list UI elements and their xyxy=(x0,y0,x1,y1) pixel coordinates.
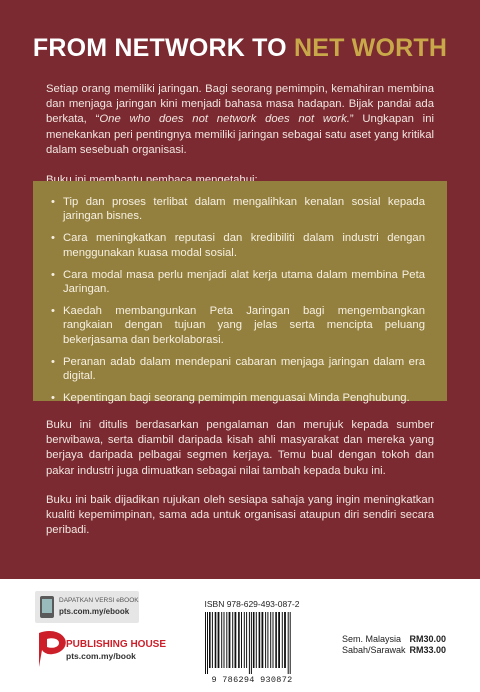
list-item-text: Kepentingan bagi seorang pemimpin menguasai Minda Penghubung. xyxy=(63,391,410,404)
publisher-name: PUBLISHING HOUSE xyxy=(66,639,167,650)
outro-text xyxy=(46,418,434,552)
intro-p1-start: Setiap orang memiliki jaringan. Bagi seorang pemimpin, kemahiran membina dan menjaga jaringan kini menjadi bahasa masa hadapan. Bijak pandai ada berkata, “ xyxy=(46,83,434,126)
price-region: Sem. Malaysia xyxy=(342,634,402,644)
list-item xyxy=(51,304,425,347)
isbn-label: ISBN 978-629-493-087-2 xyxy=(204,599,300,609)
bullet-icon: • xyxy=(51,268,55,281)
barcode-digits: 9 786294 930872 xyxy=(211,675,293,685)
bullet-icon: • xyxy=(51,196,55,208)
list-item xyxy=(51,268,425,297)
ebook-link[interactable] xyxy=(35,591,139,623)
bullet-icon: • xyxy=(51,355,55,368)
price-row xyxy=(342,634,446,645)
bullet-icon: • xyxy=(51,232,55,245)
price-row xyxy=(342,645,446,656)
list-item xyxy=(51,355,425,384)
ebook-label: DAPATKAN VERSI eBOOK xyxy=(59,597,139,604)
intro-paragraph-1 xyxy=(46,82,434,158)
title-accent: NET WORTH xyxy=(293,34,448,62)
list-item xyxy=(51,391,425,405)
price-amount: RM33.00 xyxy=(409,645,446,655)
intro-p1-end: ” Ungkapan ini menekankan peri pentingnya memiliki jaringan sebagai satu aset yang kritikal dalam sesebuah organisasi. xyxy=(46,113,434,156)
price-list xyxy=(342,634,446,656)
publisher-site: pts.com.my/book xyxy=(66,651,136,661)
price-amount: RM30.00 xyxy=(409,634,446,644)
title-main: FROM NETWORK TO xyxy=(32,34,287,62)
list-item xyxy=(51,231,425,260)
ebook-site: pts.com.my/ebook xyxy=(59,607,130,616)
list-item-text: Peranan adab dalam mendepani cabaran menjaga jaringan dalam era digital. xyxy=(63,355,425,383)
barcode-icon xyxy=(203,612,301,674)
highlights-list xyxy=(33,181,447,405)
list-item-text: Cara modal masa perlu menjadi alat kerja utama dalam membina Peta Jaringan. xyxy=(63,268,425,296)
highlights-panel xyxy=(33,181,447,404)
footer-strip xyxy=(0,579,480,692)
price-region: Sabah/Sarawak xyxy=(342,645,406,655)
outro-paragraph-1: Buku ini ditulis berdasarkan pengalaman dan merujuk kepada sumber berwibawa, serta diambil daripada kisah ahli masyarakat dan mereka yang berjaya daripada pelbagai segmen kerjaya. Temu bual dengan tokoh dan pakar industri juga dimuatkan sebagai nilai tambah kepada buku ini. xyxy=(46,419,434,477)
barcode-block xyxy=(197,599,307,689)
list-item-text: Cara meningkatkan reputasi dan kredibiliti dalam industri dengan menggunakan kuasa modal sosial. xyxy=(63,232,425,259)
bullet-icon: • xyxy=(51,391,55,404)
list-item xyxy=(51,195,425,224)
tablet-icon xyxy=(40,596,54,618)
outro-paragraph-2: Buku ini baik dijadikan rujukan oleh sesiapa sahaja yang ingin meningkatkan kualiti kepemimpinan, sama ada untuk organisasi ataupun diri sendiri secara peribadi. xyxy=(46,493,434,537)
list-item-text: Kaedah membangunkan Peta Jaringan bagi mengembangkan rangkaian dengan tujuan yang jelas serta mencipta peluang bekerjasama dan berkolaborasi. xyxy=(63,304,425,346)
list-item-text: Tip dan proses terlibat dalam mengalihkan kenalan sosial kepada jaringan bisnes. xyxy=(63,196,425,223)
book-title xyxy=(0,34,480,63)
bullet-icon: • xyxy=(51,304,55,317)
intro-quote: One who does not network does not work. xyxy=(99,113,350,126)
